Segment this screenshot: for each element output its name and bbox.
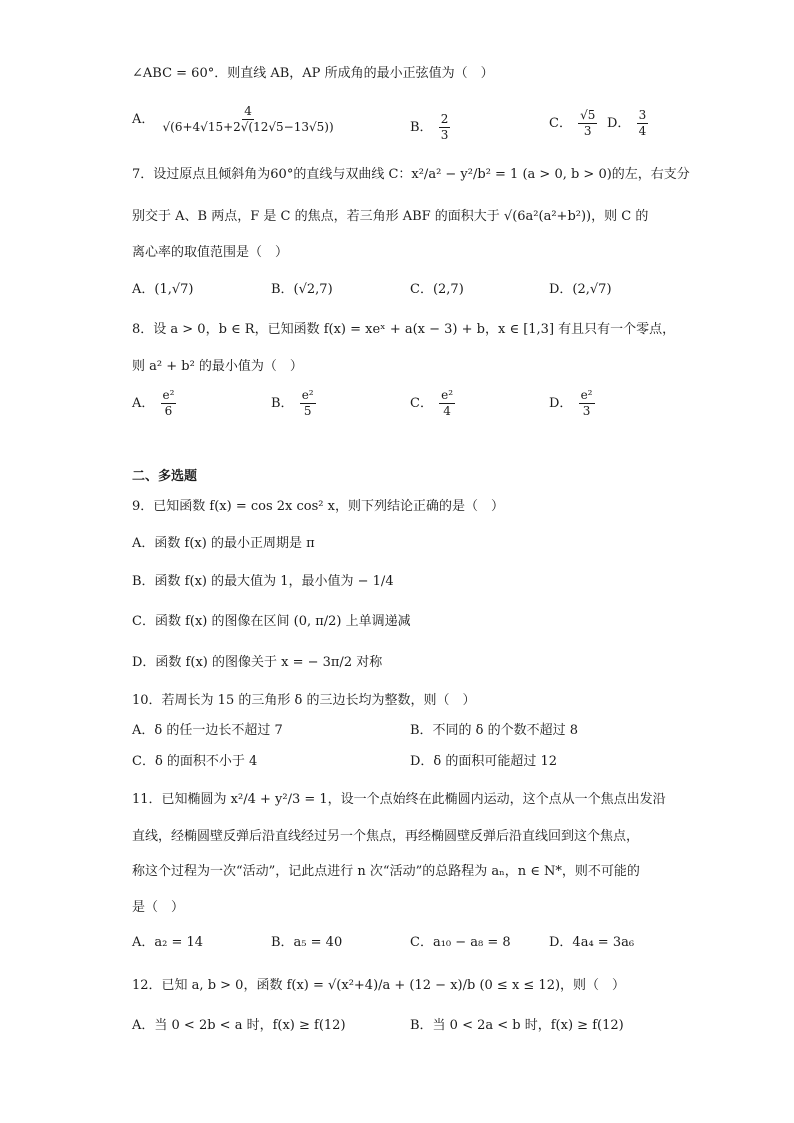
q6-option-a (132, 104, 338, 135)
q6-option-d-fraction (637, 108, 649, 139)
q8-option-c-denominator: 4 (443, 404, 451, 418)
q6-option-b-label: B． (410, 120, 433, 135)
q8-option-b (271, 388, 318, 419)
q6-option-d-numerator: 3 (638, 108, 647, 122)
q9-option-b: B．函数 f(x) 的最大值为 1，最小值为 − 1/4 (132, 574, 394, 589)
q6-option-b-fraction (439, 112, 451, 143)
q12-option-a: A．当 0 < 2b < a 时，f(x) ≥ f(12) (132, 1018, 346, 1033)
q8-stem-line-2: 则 a² + b² 的最小值为（ ） (132, 359, 303, 374)
q8-option-d-label: D． (549, 396, 573, 411)
q8-option-b-denominator: 5 (303, 404, 312, 418)
q8-option-c-fraction (439, 388, 455, 419)
q8-option-a-denominator: 6 (164, 404, 173, 418)
q10-stem: 10．若周长为 15 的三角形 δ 的三边长均为整数，则（ ） (132, 693, 476, 708)
q8-option-a (132, 388, 178, 419)
q6-option-a-denominator: √(6+4√15+2√(12√5−13√5)) (162, 120, 334, 134)
q6-option-b-numerator: 2 (440, 112, 449, 126)
q6-option-d (607, 108, 650, 139)
q8-stem-line-1: 8．设 a > 0，b ∈ R，已知函数 f(x) = xeˣ + a(x − 3) + b，x ∈ [1,3] 有且只有一个零点， (132, 322, 676, 337)
q11-stem-line-1: 11．已知椭圆为 x²/4 + y²/3 = 1，设一个点始终在此椭圆内运动，这个点从一个焦点出发沿 (132, 792, 666, 807)
q6-option-a-label: A． (132, 112, 155, 127)
q10-option-d: D．δ 的面积可能超过 12 (410, 754, 558, 769)
q7-stem-line-2: 别交于 A、B 两点，F 是 C 的焦点，若三角形 ABF 的面积大于 √(6a²(a²+b²))，则 C 的 (132, 209, 649, 224)
q6-option-c (549, 108, 599, 139)
q12-stem: 12．已知 a, b > 0，函数 f(x) = √(x²+4)/a + (12 − x)/b (0 ≤ x ≤ 12)，则（ ） (132, 978, 626, 993)
q7-option-a: A．(1,√7) (132, 282, 194, 297)
q8-option-c (410, 388, 457, 419)
q6-option-c-fraction (578, 108, 597, 139)
q8-option-a-label: A． (132, 396, 155, 411)
q6-option-b (410, 112, 452, 143)
q9-stem: 9．已知函数 f(x) = cos 2x cos² x，则下列结论正确的是（ ） (132, 499, 504, 514)
q8-option-d (549, 388, 597, 419)
q6-option-c-denominator: 3 (583, 124, 592, 138)
q8-option-d-fraction (579, 388, 595, 419)
q11-option-c: C．a₁₀ − a₈ = 8 (410, 935, 511, 950)
q8-option-a-numerator: e² (162, 388, 175, 402)
q7-stem-line-1: 7．设过原点且倾斜角为60°的直线与双曲线 C：x²/a² − y²/b² = 1 (a > 0, b > 0)的左，右支分 (132, 167, 690, 182)
q6-option-d-label: D． (607, 116, 631, 131)
q8-option-d-numerator: e² (580, 388, 593, 402)
q8-option-a-fraction (161, 388, 177, 419)
q12-option-b: B．当 0 < 2a < b 时，f(x) ≥ f(12) (410, 1018, 624, 1033)
q7-option-c: C．(2,7) (410, 282, 464, 297)
q6-option-b-denominator: 3 (440, 128, 449, 142)
q9-option-a: A．函数 f(x) 的最小正周期是 π (132, 536, 315, 551)
q6-stem-tail: ∠ABC = 60°．则直线 AB，AP 所成角的最小正弦值为（ ） (132, 66, 494, 81)
q11-stem-line-2: 直线，经椭圆壁反弹后沿直线经过另一个焦点，再经椭圆壁反弹后沿直线回到这个焦点， (132, 829, 640, 844)
q8-option-d-denominator: 3 (582, 404, 591, 418)
q8-option-b-label: B． (271, 396, 294, 411)
q11-stem-line-3: 称这个过程为一次“活动”，记此点进行 n 次“活动”的总路程为 aₙ，n ∈ N*，则不可能的 (132, 864, 640, 879)
q6-option-a-fraction (161, 104, 336, 135)
q8-option-b-fraction (300, 388, 316, 419)
q7-option-b: B．(√2,7) (271, 282, 333, 297)
q10-option-c: C．δ 的面积不小于 4 (132, 754, 258, 769)
q6-option-c-label: C． (549, 116, 572, 131)
q11-option-d: D．4a₄ = 3a₆ (549, 935, 635, 950)
q8-option-c-numerator: e² (441, 388, 454, 402)
q8-option-c-label: C． (410, 396, 433, 411)
q11-option-a: A．a₂ = 14 (132, 935, 204, 950)
q10-option-a: A．δ 的任一边长不超过 7 (132, 723, 283, 738)
q9-option-d: D．函数 f(x) 的图像关于 x = − 3π/2 对称 (132, 655, 383, 670)
section-title: 二、多选题 (132, 469, 198, 484)
q10-option-b: B．不同的 δ 的个数不超过 8 (410, 723, 579, 738)
q11-stem-line-4: 是（ ） (132, 900, 185, 915)
q11-option-b: B．a₅ = 40 (271, 935, 343, 950)
q6-option-d-denominator: 4 (638, 124, 647, 138)
q8-option-b-numerator: e² (301, 388, 314, 402)
q6-option-a-numerator: 4 (244, 104, 252, 118)
q9-option-c: C．函数 f(x) 的图像在区间 (0, π/2) 上单调递减 (132, 614, 411, 629)
q7-stem-line-3: 离心率的取值范围是（ ） (132, 245, 289, 260)
q7-option-d: D．(2,√7) (549, 282, 612, 297)
q6-option-c-numerator: √5 (580, 108, 596, 122)
